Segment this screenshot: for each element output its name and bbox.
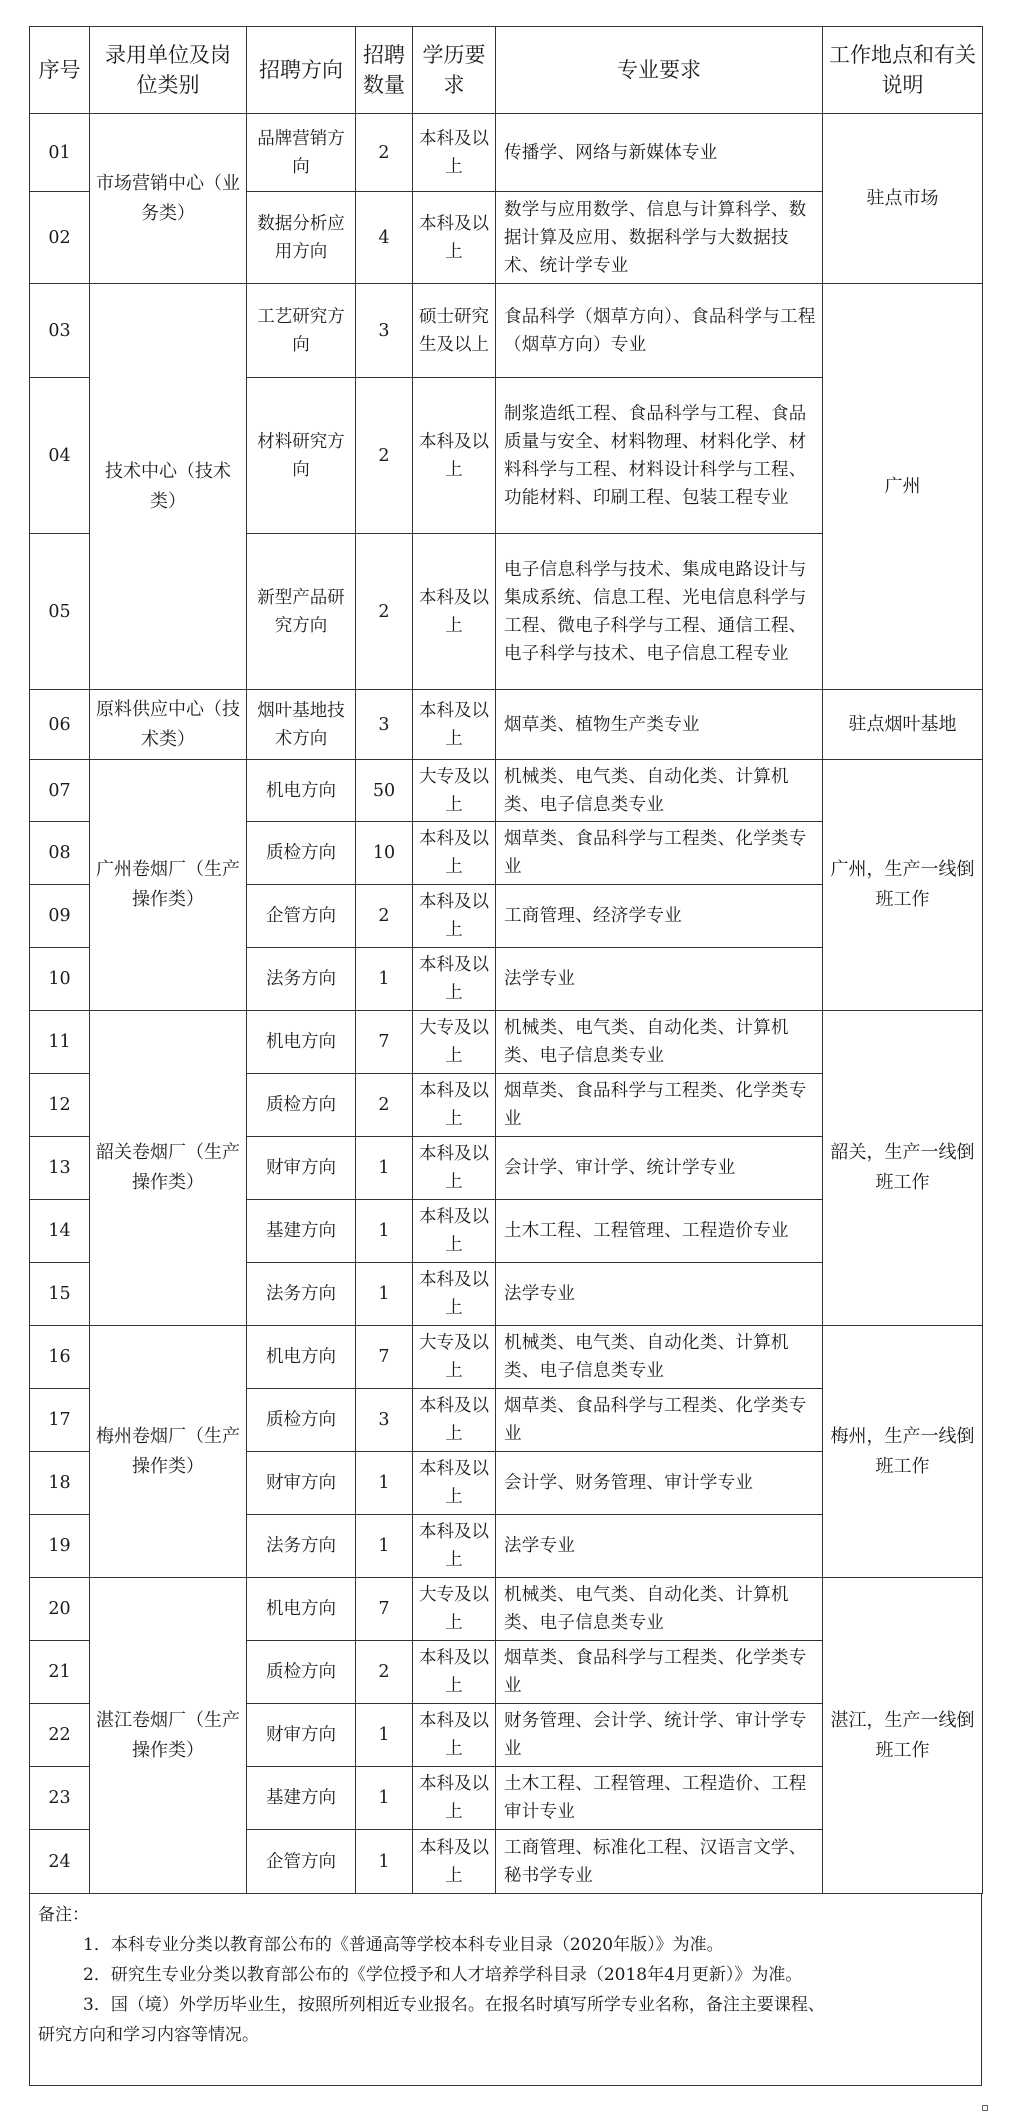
count-cell: 2 [356,534,413,690]
table-row [30,1011,983,1074]
unit-cell: 广州卷烟厂（生产操作类） [90,760,247,1011]
edu-cell: 本科及以上 [413,378,496,534]
edu-cell: 本科及以上 [413,1389,496,1452]
row-no: 05 [30,534,90,690]
edu-cell: 本科及以上 [413,534,496,690]
edu-cell: 大专及以上 [413,1578,496,1641]
edu-cell: 本科及以上 [413,1641,496,1704]
row-no: 20 [30,1578,90,1641]
major-cell: 工商管理、标准化工程、汉语言文学、秘书学专业 [496,1830,823,1894]
header-direction: 招聘方向 [247,27,356,114]
major-cell: 烟草类、食品科学与工程类、化学类专业 [496,1641,823,1704]
count-cell: 7 [356,1326,413,1389]
count-cell: 2 [356,114,413,192]
edu-cell: 本科及以上 [413,948,496,1011]
location-cell: 广州，生产一线倒班工作 [823,760,983,1011]
major-cell: 会计学、财务管理、审计学专业 [496,1452,823,1515]
recruitment-document [29,26,982,2086]
count-cell: 1 [356,948,413,1011]
direction-cell: 烟叶基地技术方向 [247,690,356,760]
count-cell: 1 [356,1704,413,1767]
direction-cell: 质检方向 [247,822,356,885]
edu-cell: 本科及以上 [413,885,496,948]
major-cell: 传播学、网络与新媒体专业 [496,114,823,192]
page-corner-mark [982,2105,988,2111]
count-cell: 1 [356,1452,413,1515]
count-cell: 1 [356,1767,413,1830]
direction-cell: 品牌营销方向 [247,114,356,192]
location-cell: 广州 [823,284,983,690]
row-no: 06 [30,690,90,760]
direction-cell: 质检方向 [247,1074,356,1137]
row-no: 08 [30,822,90,885]
count-cell: 2 [356,1074,413,1137]
row-no: 10 [30,948,90,1011]
major-cell: 机械类、电气类、自动化类、计算机类、电子信息类专业 [496,1326,823,1389]
edu-cell: 本科及以上 [413,822,496,885]
unit-cell: 韶关卷烟厂（生产操作类） [90,1011,247,1326]
direction-cell: 新型产品研究方向 [247,534,356,690]
count-cell: 1 [356,1263,413,1326]
direction-cell: 财审方向 [247,1704,356,1767]
table-row [30,1578,983,1641]
unit-cell: 梅州卷烟厂（生产操作类） [90,1326,247,1578]
note-3b: 研究方向和学习内容等情况。 [38,2025,259,2045]
edu-cell: 本科及以上 [413,1830,496,1894]
row-no: 04 [30,378,90,534]
major-cell: 财务管理、会计学、统计学、审计学专业 [496,1704,823,1767]
major-cell: 烟草类、植物生产类专业 [496,690,823,760]
major-cell: 烟草类、食品科学与工程类、化学类专业 [496,1389,823,1452]
major-cell: 土木工程、工程管理、工程造价专业 [496,1200,823,1263]
direction-cell: 机电方向 [247,1326,356,1389]
direction-cell: 法务方向 [247,1515,356,1578]
direction-cell: 质检方向 [247,1389,356,1452]
table-body [30,114,983,1894]
count-cell: 2 [356,885,413,948]
notes-title: 备注： [38,1905,89,1925]
count-cell: 1 [356,1137,413,1200]
edu-cell: 本科及以上 [413,1704,496,1767]
row-no: 14 [30,1200,90,1263]
table-row [30,284,983,378]
row-no: 17 [30,1389,90,1452]
header-edu: 学历要求 [413,27,496,114]
row-no: 15 [30,1263,90,1326]
count-cell: 2 [356,378,413,534]
row-no: 09 [30,885,90,948]
row-no: 16 [30,1326,90,1389]
count-cell: 2 [356,1641,413,1704]
major-cell: 法学专业 [496,1515,823,1578]
direction-cell: 数据分析应用方向 [247,192,356,284]
row-no: 18 [30,1452,90,1515]
direction-cell: 工艺研究方向 [247,284,356,378]
major-cell: 法学专业 [496,948,823,1011]
count-cell: 10 [356,822,413,885]
direction-cell: 法务方向 [247,948,356,1011]
location-cell: 驻点烟叶基地 [823,690,983,760]
row-no: 11 [30,1011,90,1074]
direction-cell: 材料研究方向 [247,378,356,534]
row-no: 07 [30,760,90,822]
edu-cell: 大专及以上 [413,1326,496,1389]
direction-cell: 企管方向 [247,885,356,948]
count-cell: 4 [356,192,413,284]
table-row [30,760,983,822]
direction-cell: 基建方向 [247,1200,356,1263]
major-cell: 会计学、审计学、统计学专业 [496,1137,823,1200]
header-count: 招聘数量 [356,27,413,114]
unit-cell: 市场营销中心（业务类） [90,114,247,284]
direction-cell: 财审方向 [247,1137,356,1200]
count-cell: 50 [356,760,413,822]
location-cell: 驻点市场 [823,114,983,284]
major-cell: 机械类、电气类、自动化类、计算机类、电子信息类专业 [496,1578,823,1641]
header-row [30,27,983,114]
direction-cell: 质检方向 [247,1641,356,1704]
direction-cell: 机电方向 [247,1011,356,1074]
edu-cell: 本科及以上 [413,1074,496,1137]
count-cell: 1 [356,1830,413,1894]
location-cell: 韶关，生产一线倒班工作 [823,1011,983,1326]
header-major: 专业要求 [496,27,823,114]
edu-cell: 本科及以上 [413,1515,496,1578]
row-no: 01 [30,114,90,192]
unit-cell: 原料供应中心（技术类） [90,690,247,760]
notes-section [29,1894,982,2086]
edu-cell: 本科及以上 [413,690,496,760]
table-row [30,690,983,760]
note-3a: 3．国（境）外学历毕业生，按照所列相近专业报名。在报名时填写所学专业名称，备注主要课程、 [83,1995,825,2015]
direction-cell: 机电方向 [247,760,356,822]
direction-cell: 企管方向 [247,1830,356,1894]
count-cell: 3 [356,284,413,378]
major-cell: 工商管理、经济学专业 [496,885,823,948]
edu-cell: 本科及以上 [413,1137,496,1200]
recruitment-table [29,26,983,1894]
major-cell: 数学与应用数学、信息与计算科学、数据计算及应用、数据科学与大数据技术、统计学专业 [496,192,823,284]
count-cell: 3 [356,1389,413,1452]
row-no: 12 [30,1074,90,1137]
major-cell: 烟草类、食品科学与工程类、化学类专业 [496,1074,823,1137]
major-cell: 制浆造纸工程、食品科学与工程、食品质量与安全、材料物理、材料化学、材料科学与工程、材料设计科学与工程、功能材料、印刷工程、包装工程专业 [496,378,823,534]
major-cell: 法学专业 [496,1263,823,1326]
row-no: 02 [30,192,90,284]
row-no: 03 [30,284,90,378]
edu-cell: 本科及以上 [413,114,496,192]
direction-cell: 财审方向 [247,1452,356,1515]
count-cell: 7 [356,1011,413,1074]
direction-cell: 法务方向 [247,1263,356,1326]
table-row [30,1326,983,1389]
note-1: 1．本科专业分类以教育部公布的《普通高等学校本科专业目录（2020年版）》为准。 [83,1935,724,1955]
count-cell: 1 [356,1200,413,1263]
table-row [30,114,983,192]
location-cell: 湛江，生产一线倒班工作 [823,1578,983,1894]
edu-cell: 本科及以上 [413,192,496,284]
header-no: 序号 [30,27,90,114]
header-location: 工作地点和有关说明 [823,27,983,114]
row-no: 21 [30,1641,90,1704]
row-no: 22 [30,1704,90,1767]
unit-cell: 技术中心（技术类） [90,284,247,690]
note-2: 2．研究生专业分类以教育部公布的《学位授予和人才培养学科目录（2018年4月更新）》为准。 [83,1965,803,1985]
unit-cell: 湛江卷烟厂（生产操作类） [90,1578,247,1894]
edu-cell: 大专及以上 [413,760,496,822]
edu-cell: 本科及以上 [413,1200,496,1263]
row-no: 13 [30,1137,90,1200]
major-cell: 电子信息科学与技术、集成电路设计与集成系统、信息工程、光电信息科学与工程、微电子科学与工程、通信工程、电子科学与技术、电子信息工程专业 [496,534,823,690]
row-no: 23 [30,1767,90,1830]
major-cell: 机械类、电气类、自动化类、计算机类、电子信息类专业 [496,760,823,822]
row-no: 24 [30,1830,90,1894]
count-cell: 1 [356,1515,413,1578]
direction-cell: 基建方向 [247,1767,356,1830]
direction-cell: 机电方向 [247,1578,356,1641]
count-cell: 7 [356,1578,413,1641]
count-cell: 3 [356,690,413,760]
major-cell: 食品科学（烟草方向）、食品科学与工程（烟草方向）专业 [496,284,823,378]
edu-cell: 本科及以上 [413,1767,496,1830]
row-no: 19 [30,1515,90,1578]
major-cell: 土木工程、工程管理、工程造价、工程审计专业 [496,1767,823,1830]
major-cell: 烟草类、食品科学与工程类、化学类专业 [496,822,823,885]
edu-cell: 大专及以上 [413,1011,496,1074]
edu-cell: 本科及以上 [413,1263,496,1326]
edu-cell: 本科及以上 [413,1452,496,1515]
edu-cell: 硕士研究生及以上 [413,284,496,378]
header-unit: 录用单位及岗位类别 [90,27,247,114]
major-cell: 机械类、电气类、自动化类、计算机类、电子信息类专业 [496,1011,823,1074]
location-cell: 梅州，生产一线倒班工作 [823,1326,983,1578]
